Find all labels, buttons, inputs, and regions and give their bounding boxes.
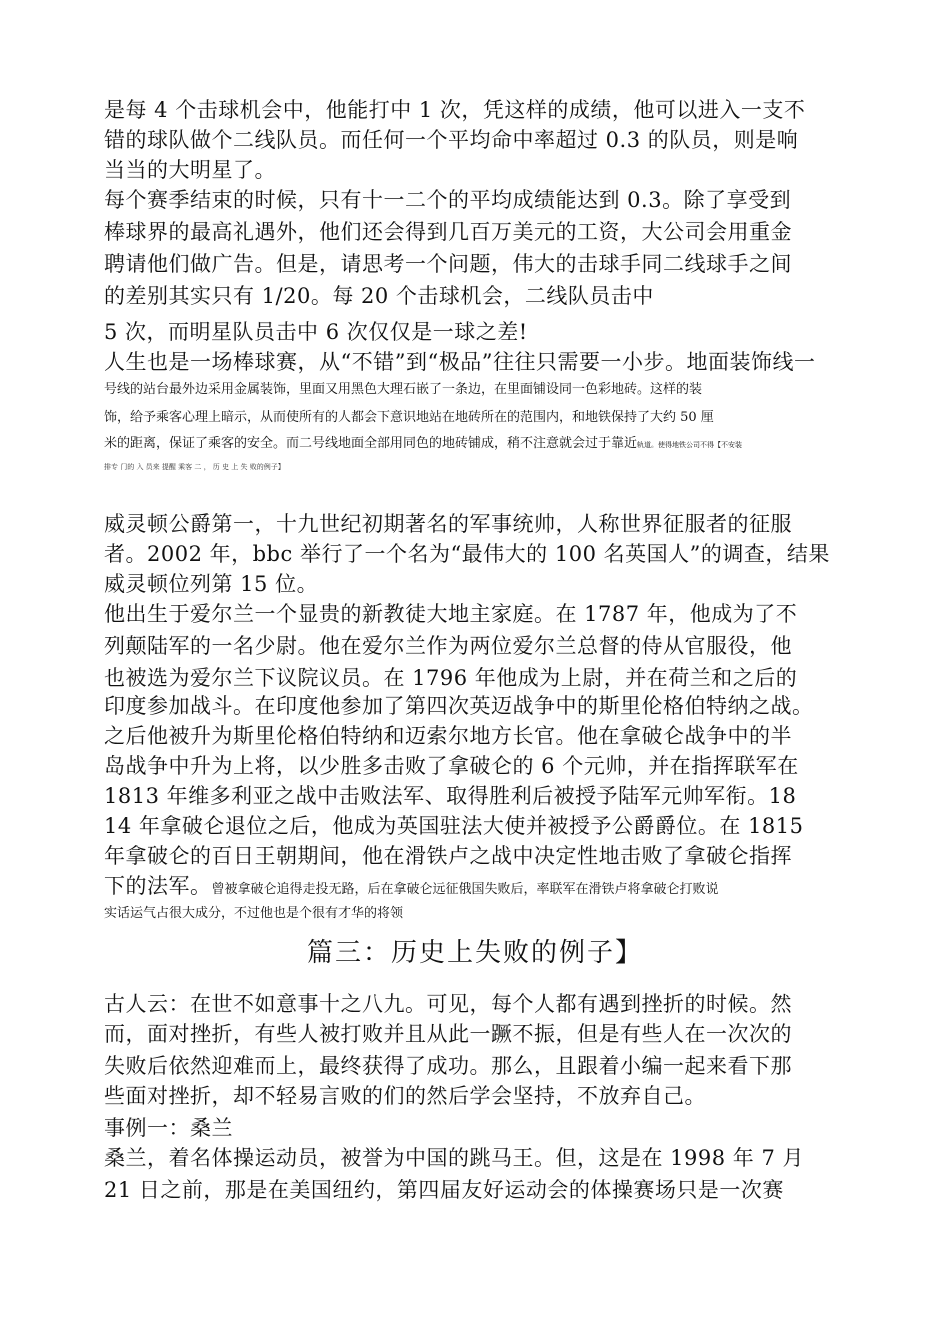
paragraph-line: 岛战争中升为上将，以少胜多击败了拿破仑的 6 个元帅，并在指挥联军在 <box>104 754 799 778</box>
paragraph-line: 而，面对挫折，有些人被打败并且从此一蹶不振，但是有些人在一次次的 <box>104 1022 792 1046</box>
paragraph-line: 5 次，而明星队员击中 6 次仅仅是一球之差! <box>104 320 528 344</box>
paragraph-line: 人生也是一场棒球赛，从“不错”到“极品”往往只需要一小步。地面装饰线一 <box>104 350 816 374</box>
paragraph-text: 下的法军。 <box>104 874 212 898</box>
paragraph-line: 是每 4 个击球机会中，他能打中 1 次，凭这样的成绩，他可以进入一支不 <box>104 98 806 122</box>
paragraph-line: 威灵顿位列第 15 位。 <box>104 572 319 596</box>
paragraph-line: 些面对挫折，却不轻易言败的们的然后学会坚持，不放弃自己。 <box>104 1084 706 1108</box>
paragraph-line: 的差别其实只有 1/20。每 20 个击球机会，二线队员击中 <box>104 284 654 308</box>
paragraph-line: 桑兰，着名体操运动员，被誉为中国的跳马王。但，这是在 1998 年 7 月 <box>104 1146 805 1170</box>
small-text-line <box>104 434 742 455</box>
small-text-line: 饰，给予乘客心理上暗示，从而使所有的人都会下意识地站在地砖所在的范围内，和地铁保持了大约 50 厘 <box>104 410 714 425</box>
small-text-line: 号线的站台最外边采用金属装饰，里面又用黑色大理石嵌了一条边，在里面铺设同一色彩地砖。这样的装 <box>104 382 703 397</box>
paragraph-line: 事例一：桑兰 <box>104 1116 233 1140</box>
paragraph-line: 者。2002 年，bbc 举行了一个名为“最伟大的 100 名英国人”的调查，结果 <box>104 542 830 566</box>
small-text-line: 实话运气占很大成分，不过他也是个很有才华的将领 <box>104 906 404 921</box>
paragraph-line: 古人云：在世不如意事十之八九。可见，每个人都有遇到挫折的时候。然 <box>104 992 792 1016</box>
paragraph-line: 14 年拿破仑退位之后，他成为英国驻法大使并被授予公爵爵位。在 1815 <box>104 814 804 838</box>
paragraph-line: 1813 年维多利亚之战中击败法军、取得胜利后被授予陆军元帅军衔。18 <box>104 784 797 808</box>
paragraph-line: 每个赛季结束的时候，只有十一二个的平均成绩能达到 0.3。除了享受到 <box>104 188 792 212</box>
paragraph-line: 失败后依然迎难而上，最终获得了成功。那么，且跟着小编一起来看下那 <box>104 1054 792 1078</box>
paragraph-line: 棒球界的最高礼遇外，他们还会得到几百万美元的工资，大公司会用重金 <box>104 220 792 244</box>
section-heading: 篇三：历史上失败的例子】 <box>306 938 643 968</box>
paragraph-line: 21 日之前，那是在美国纽约，第四届友好运动会的体操赛场只是一次赛 <box>104 1178 784 1202</box>
paragraph-line: 当当的大明星了。 <box>104 158 276 182</box>
paragraph-line: 他出生于爱尔兰一个显贵的新教徒大地主家庭。在 1787 年，他成为了不 <box>104 602 798 626</box>
paragraph-line: 也被选为爱尔兰下议院议员。在 1796 年他成为上尉，并在荷兰和之后的 <box>104 666 798 690</box>
small-text: 米的距离，保证了乘客的安全。而二号线地面全部用同色的地砖铺成，稍不注意就会过于靠近 <box>104 436 638 451</box>
paragraph-line: 之后他被升为斯里伦格伯特纳和迈索尔地方长官。他在拿破仑战争中的半 <box>104 724 792 748</box>
paragraph-line: 印度参加战斗。在印度他参加了第四次英迈战争中的斯里伦格伯特纳之战。 <box>104 694 814 718</box>
tiny-text-line: 排专 门的 入 员来 提醒 乘客 二 ， 历 史 上 失 败的例子】 <box>104 463 285 471</box>
paragraph-line <box>104 872 719 904</box>
paragraph-line: 威灵顿公爵第一，十九世纪初期著名的军事统帅，人称世界征服者的征服 <box>104 512 792 536</box>
tiny-text: 轨道。使得地铁公司不得【不安装 <box>637 441 743 449</box>
paragraph-line: 聘请他们做广告。但是，请思考一个问题，伟大的击球手同二线球手之间 <box>104 252 792 276</box>
paragraph-line: 年拿破仑的百日王朝期间，他在滑铁卢之战中决定性地击败了拿破仑指挥 <box>104 844 792 868</box>
paragraph-line: 错的球队做个二线队员。而任何一个平均命中率超过 0.3 的队员，则是响 <box>104 128 799 152</box>
paragraph-line: 列颠陆军的一名少尉。他在爱尔兰作为两位爱尔兰总督的侍从官服役，他 <box>104 634 792 658</box>
small-text: 曾被拿破仑追得走投无路，后在拿破仑远征俄国失败后，率联军在滑铁卢将拿破仑打败说 <box>211 882 719 897</box>
